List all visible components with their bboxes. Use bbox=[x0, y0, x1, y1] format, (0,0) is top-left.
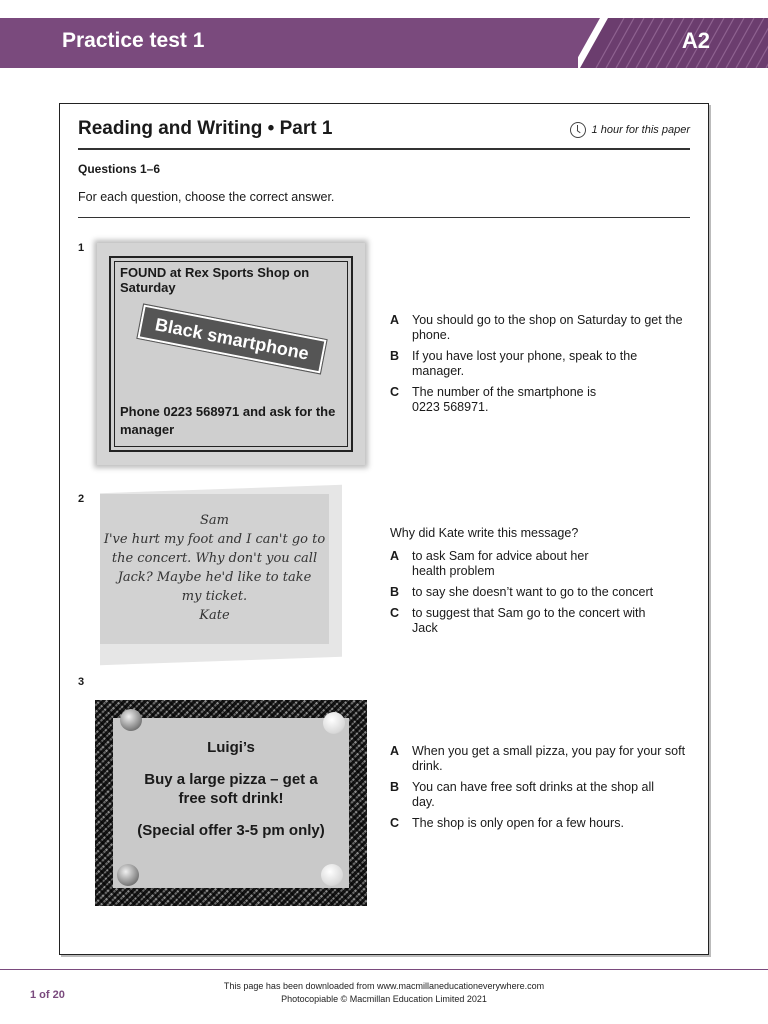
pushpin-icon bbox=[117, 864, 139, 886]
shop-name: Luigi’s bbox=[207, 739, 255, 756]
time-note bbox=[570, 122, 690, 138]
header-stripes-decoration bbox=[578, 18, 768, 68]
answer-options bbox=[390, 744, 690, 837]
page-number: 1 of 20 bbox=[30, 989, 65, 1001]
pushpin-icon bbox=[321, 864, 343, 886]
section-title: Reading and Writing • Part 1 bbox=[78, 118, 333, 139]
offer-note: (Special offer 3-5 pm only) bbox=[137, 822, 325, 839]
option-b[interactable]: B You can have free soft drinks at the shop all day. bbox=[390, 780, 655, 809]
pushpin-icon bbox=[120, 709, 142, 731]
download-note: This page has been downloaded from www.macmillaneducationeverywhere.com bbox=[223, 981, 545, 991]
kate-note: Sam I've hurt my foot and I can't go to the concert. Why don't you call Jack? Maybe he'd like to take my ticket. Kate bbox=[100, 494, 329, 644]
notice-heading: FOUND at Rex Sports Shop on Saturday bbox=[120, 265, 310, 295]
question-number: 2 bbox=[78, 493, 85, 505]
copyright-note: Photocopiable © Macmillan Education Limited 2021 bbox=[281, 994, 487, 1004]
found-notice bbox=[97, 243, 365, 465]
answer-options bbox=[390, 526, 690, 642]
header-band bbox=[0, 18, 768, 68]
question-text: Why did Kate write this message? bbox=[390, 526, 579, 540]
offer-text: Buy a large pizza – get a free soft drink! bbox=[144, 771, 318, 807]
option-a[interactable]: A You should go to the shop on Saturday to get the phone. bbox=[390, 313, 683, 342]
option-a[interactable]: A When you get a small pizza, you pay for your soft drink. bbox=[390, 744, 686, 773]
clock-icon bbox=[570, 122, 586, 138]
test-title: Practice test 1 bbox=[62, 29, 205, 52]
question-number: 1 bbox=[78, 242, 85, 254]
option-b[interactable]: B to say she doesn’t want to go to the concert bbox=[390, 585, 654, 599]
notice-footer: Phone 0223 568971 and ask for the manager bbox=[120, 404, 336, 437]
divider bbox=[78, 217, 690, 218]
question-range: Questions 1–6 bbox=[78, 162, 161, 176]
pizza-advert bbox=[95, 700, 367, 906]
option-a[interactable]: A to ask Sam for advice about her health problem bbox=[390, 549, 589, 578]
question-number: 3 bbox=[78, 676, 85, 688]
option-b[interactable]: B If you have lost your phone, speak to the manager. bbox=[390, 349, 638, 378]
smartphone-label: Black smartphone bbox=[137, 305, 326, 374]
pushpin-icon bbox=[323, 712, 345, 734]
footer-divider bbox=[0, 969, 768, 970]
answer-options bbox=[390, 313, 690, 421]
option-c[interactable]: C The shop is only open for a few hours. bbox=[390, 816, 624, 830]
exam-paper bbox=[59, 103, 709, 955]
option-c[interactable]: C The number of the smartphone is 0223 568971. bbox=[390, 385, 597, 414]
divider bbox=[78, 148, 690, 150]
level-badge: A2 bbox=[681, 28, 710, 53]
instruction: For each question, choose the correct answer. bbox=[78, 190, 335, 204]
time-note-text: 1 hour for this paper bbox=[591, 124, 690, 136]
option-c[interactable]: C to suggest that Sam go to the concert with Jack bbox=[390, 606, 646, 635]
